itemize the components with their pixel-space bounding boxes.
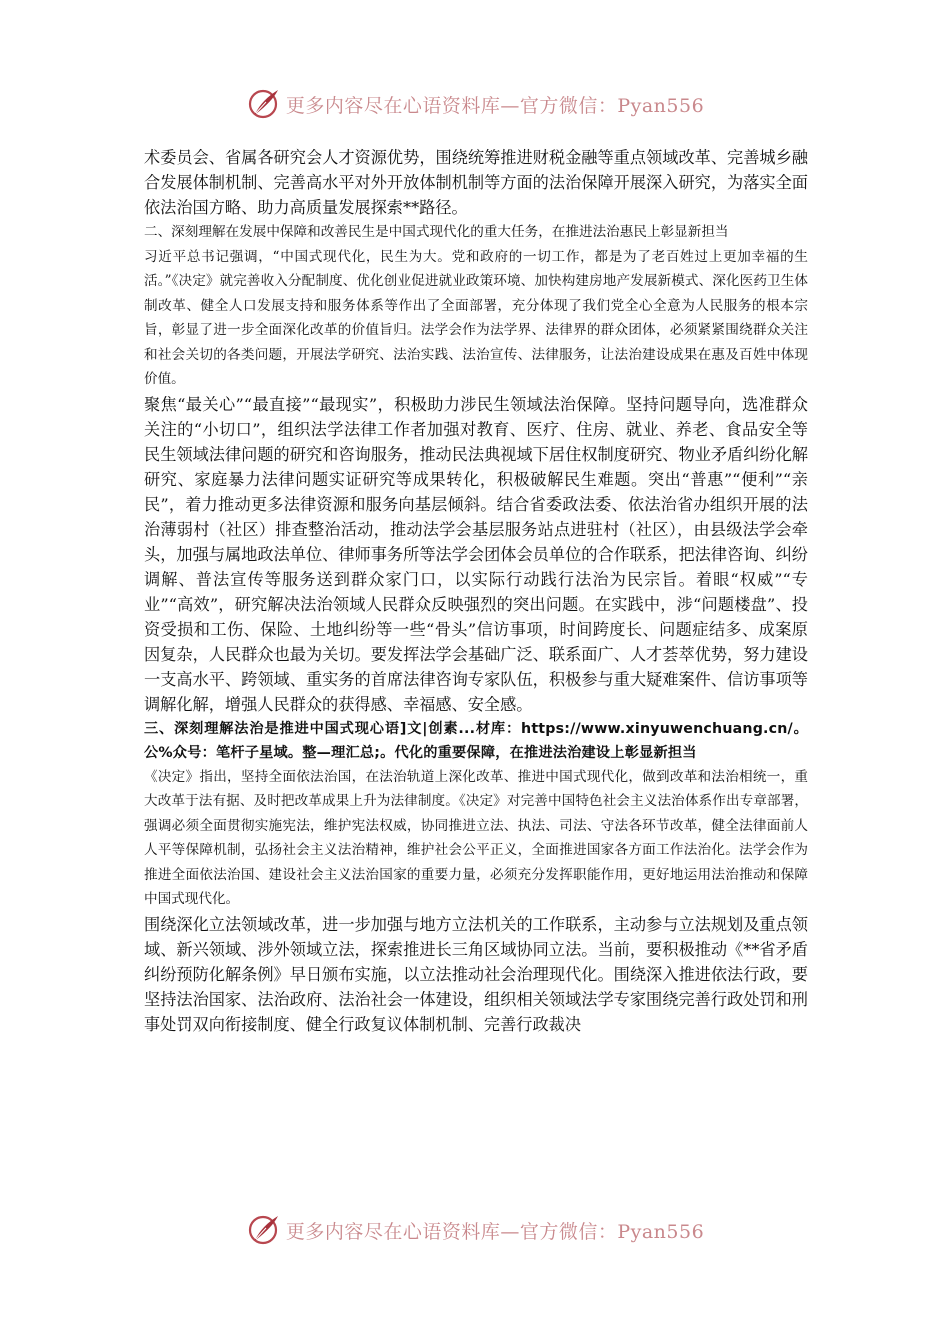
paragraph-section-3-b: 围绕深化立法领域改革，进一步加强与地方立法机关的工作联系，主动参与立法规划及重点领域、新兴领域、涉外领域立法，探索推进长三角区域协同立法。当前，要积极推动《**省矛盾纠纷预防化解条例》早日颁布实施，以立法推动社会治理现代化。围绕深入推进依法行政，要坚持法治国家、法治政府、法治社会一体建设，组织相关领域法学专家围绕完善行政处罚和刑事处罚双向衔接制度、健全行政复议体制机制、完善行政裁决 bbox=[144, 914, 808, 1034]
banner-text: 更多内容尽在心语资料库—官方微信：Pyan556 bbox=[285, 1220, 705, 1243]
header-watermark-banner bbox=[0, 84, 950, 124]
paragraph-intro: 术委员会、省属各研究会人才资源优势，围绕统筹推进财税金融等重点领域改革、完善城乡融合发展体制机制、完善高水平对外开放体制机制等方面的法治保障开展深入研究，为落实全面依法治国方略、助力高质量发展探索**路径。 bbox=[144, 148, 808, 217]
paragraph-section-2-b: 聚焦“最关心”“最直接”“最现实”，积极助力涉民生领域法治保障。坚持问题导向，选准群众关注的“小切口”，组织法学法律工作者加强对教育、医疗、住房、就业、养老、食品安全等民生领域法律问题的研究和咨询服务，推动民法典视域下居住权制度研究、物业矛盾纠纷化解研究、家庭暴力法律问题实证研究等成果转化，积极破解民生难题。突出“普惠”“便利”“亲民”，着力推动更多法律资源和服务向基层倾斜。结合省委政法委、依法治省办组织开展的法治薄弱村（社区）排查整治活动，推动法学会基层服务站点进驻村（社区），由县级法学会牵头，加强与属地政法单位、律师事务所等法学会团体会员单位的合作联系，把法律咨询、纠纷调解、普法宣传等服务送到群众家门口，以实际行动践行法治为民宗旨。着眼“权威”“专业”“高效”，研究解决法治领域人民群众反映强烈的突出问题。在实践中，涉“问题楼盘”、投资受损和工伤、保险、土地纠纷等一些“骨头”信访事项，时间跨度长、问题症结多、成案原因复杂，人民群众也最为关切。要发挥法学会基础广泛、联系面广、人才荟萃优势，努力建设一支高水平、跨领域、重实务的首席法律咨询专家队伍，积极参与重大疑难案件、信访事项等调解化解，增强人民群众的获得感、幸福感、安全感。 bbox=[144, 394, 808, 714]
feather-pen-logo-icon bbox=[246, 86, 282, 122]
section-heading-3: 三、深刻理解法治是推进中国式现心语]文|创素...材库：https://www.xinyuwenchuang.cn/。公%众号：笔杆子星域。整—理汇总;。代化的重要保障，在推进法治建设上彰显新担当 bbox=[144, 720, 808, 761]
feather-pen-logo-icon bbox=[246, 1212, 282, 1248]
paragraph-section-2-a: 习近平总书记强调，“中国式现代化，民生为大。党和政府的一切工作，都是为了老百姓过上更加幸福的生活。”《决定》就完善收入分配制度、优化创业促进就业政策环境、加快构建房地产发展新模式、深化医药卫生体制改革、健全人口发展支持和服务体系等作出了全面部署，充分体现了我们党全心全意为人民服务的根本宗旨，彰显了进一步全面深化改革的价值旨归。法学会作为法学界、法律界的群众团体，必须紧紧围绕群众关注和社会关切的各类问题，开展法学研究、法治实践、法治宣传、法律服务，让法治建设成果在惠及百姓中体现价值。 bbox=[144, 248, 808, 387]
footer-watermark-banner bbox=[0, 1210, 950, 1250]
document-body bbox=[144, 145, 808, 1037]
banner-text: 更多内容尽在心语资料库—官方微信：Pyan556 bbox=[285, 94, 705, 117]
paragraph-section-3-a: 《决定》指出，坚持全面依法治国，在法治轨道上深化改革、推进中国式现代化，做到改革和法治相统一，重大改革于法有据、及时把改革成果上升为法律制度。《决定》对完善中国特色社会主义法治体系作出专章部署，强调必须全面贯彻实施宪法，维护宪法权威，协同推进立法、执法、司法、守法各环节改革，健全法律面前人人平等保障机制，弘扬社会主义法治精神，维护社会公平正义，全面推进国家各方面工作法治化。法学会作为推进全面依法治国、建设社会主义法治国家的重要力量，必须充分发挥职能作用，更好地运用法治推动和保障中国式现代化。 bbox=[144, 768, 808, 907]
section-heading-2: 二、深刻理解在发展中保障和改善民生是中国式现代化的重大任务，在推进法治惠民上彰显新担当 bbox=[144, 224, 729, 240]
